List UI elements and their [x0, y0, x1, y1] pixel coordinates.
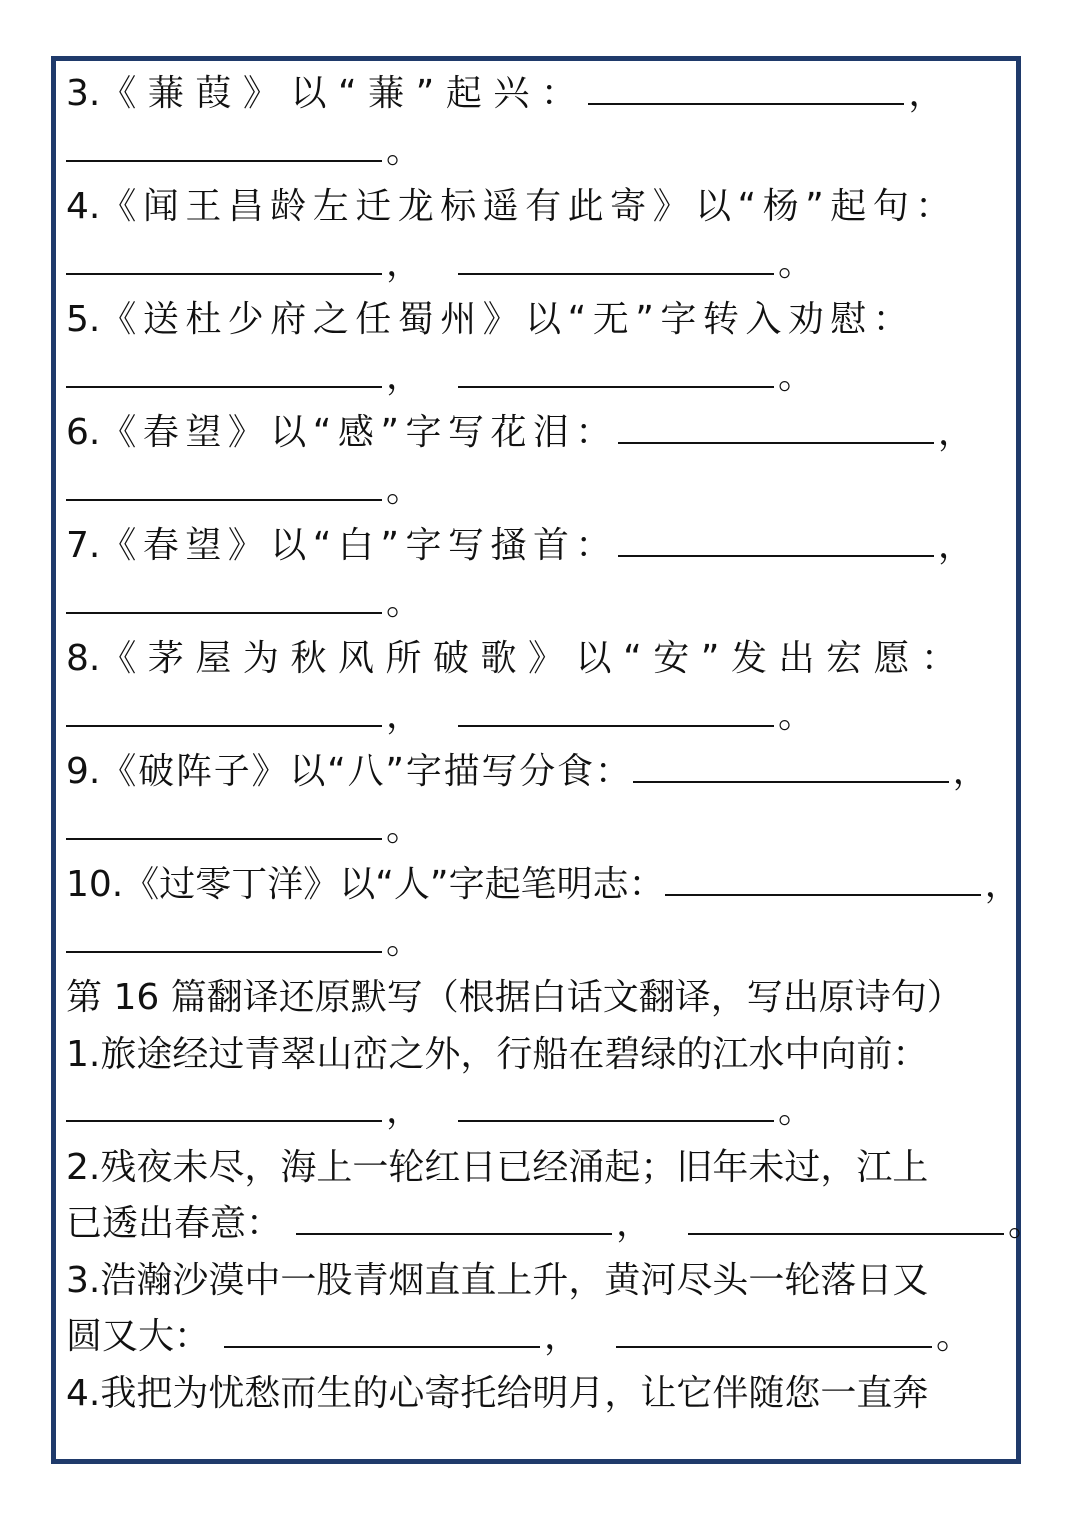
answer-blank[interactable] [616, 1316, 932, 1348]
section-title [66, 970, 1016, 1027]
question-4-line-2 [66, 236, 1016, 293]
question-number: 10. [66, 864, 124, 905]
answer-blank[interactable] [66, 695, 382, 727]
translation-3-line-1 [66, 1253, 1016, 1310]
answer-blank[interactable] [224, 1316, 540, 1348]
answer-blank[interactable] [66, 1090, 382, 1122]
question-8-line-1 [66, 631, 1016, 688]
question-9-line-1 [66, 744, 1016, 801]
question-7-line-2 [66, 575, 1016, 632]
question-5-line-2 [66, 349, 1016, 406]
answer-blank[interactable] [66, 243, 382, 275]
comma: ， [386, 694, 423, 736]
question-7-line-1 [66, 518, 1016, 575]
comma: ， [952, 751, 989, 792]
period: 。 [778, 355, 815, 397]
answer-blank[interactable] [66, 130, 382, 162]
answer-blank[interactable] [458, 695, 774, 727]
comma: ， [984, 864, 1021, 905]
translation-text: 旅途经过青翠山峦之外，行船在碧绿的江水中向前： [100, 1033, 929, 1075]
comma: ， [908, 73, 945, 114]
period: 。 [386, 920, 423, 962]
question-6-line-1 [66, 405, 1016, 462]
question-number: 4. [66, 186, 101, 227]
translation-4-line-1 [66, 1366, 1016, 1423]
question-10-line-2 [66, 914, 1016, 971]
question-prompt: 《蒹葭》以“蒹”起兴： [100, 73, 589, 114]
answer-blank[interactable] [458, 1090, 774, 1122]
answer-blank[interactable] [66, 356, 382, 388]
answer-blank[interactable] [588, 73, 904, 105]
question-number: 3. [66, 1259, 101, 1301]
translation-3-line-2 [66, 1309, 1016, 1366]
worksheet-content [66, 66, 1045, 1422]
answer-blank[interactable] [66, 808, 382, 840]
comma: ， [386, 355, 423, 397]
comma: ， [544, 1316, 581, 1357]
period: 。 [386, 581, 423, 623]
answer-blank[interactable] [458, 356, 774, 388]
period: 。 [386, 807, 423, 849]
translation-text: 圆又大： [66, 1316, 211, 1357]
question-number: 7. [66, 525, 101, 566]
comma: ， [616, 1203, 653, 1244]
period: 。 [386, 129, 423, 171]
translation-1-line-2 [66, 1083, 1016, 1140]
question-number: 3. [66, 73, 101, 114]
answer-blank[interactable] [618, 412, 934, 444]
question-number: 4. [66, 1372, 101, 1414]
period: 。 [1008, 1203, 1045, 1244]
translation-text: 我把为忧愁而生的心寄托给明月，让它伴随您一直奔 [100, 1372, 929, 1414]
question-prompt: 《闻王昌龄左迁龙标遥有此寄》以“杨”起句： [100, 186, 958, 227]
section-title-text: 第 16 篇翻译还原默写（根据白话文翻译，写出原诗句） [66, 977, 963, 1018]
answer-blank[interactable] [688, 1203, 1004, 1235]
question-8-line-2 [66, 688, 1016, 745]
period: 。 [386, 468, 423, 510]
question-10-line-1 [66, 857, 1021, 914]
period: 。 [936, 1316, 973, 1357]
translation-text: 已透出春意： [66, 1203, 283, 1244]
question-5-line-1 [66, 292, 1016, 349]
comma: ， [937, 525, 974, 566]
question-number: 8. [66, 638, 101, 679]
translation-1-line-1 [66, 1027, 1016, 1084]
period: 。 [778, 242, 815, 284]
question-number: 9. [66, 751, 101, 792]
question-number: 1. [66, 1033, 101, 1075]
comma: ， [937, 412, 974, 453]
translation-text: 残夜未尽，海上一轮红日已经涌起；旧年未过，江上 [100, 1146, 929, 1188]
question-number: 6. [66, 412, 101, 453]
question-prompt: 《送杜少府之任蜀州》以“无”字转入劝慰： [100, 299, 916, 340]
answer-blank[interactable] [66, 582, 382, 614]
translation-2-line-2 [66, 1196, 1045, 1253]
translation-2-line-1 [66, 1140, 1016, 1197]
question-prompt: 《破阵子》以“八”字描写分食： [100, 751, 633, 792]
question-3-line-2 [66, 123, 1016, 180]
question-9-line-2 [66, 801, 1016, 858]
question-number: 2. [66, 1146, 101, 1188]
answer-blank[interactable] [296, 1203, 612, 1235]
answer-blank[interactable] [458, 243, 774, 275]
question-6-line-2 [66, 462, 1016, 519]
answer-blank[interactable] [665, 864, 981, 896]
answer-blank[interactable] [633, 751, 949, 783]
answer-blank[interactable] [618, 525, 934, 557]
period: 。 [778, 1090, 815, 1131]
answer-blank[interactable] [66, 921, 382, 953]
question-prompt: 《茅屋为秋风所破歌》以“安”发出宏愿： [100, 638, 969, 679]
comma: ， [386, 242, 423, 284]
answer-blank[interactable] [66, 469, 382, 501]
comma: ， [386, 1090, 423, 1131]
question-prompt: 《春望》以“白”字写搔首： [100, 525, 618, 566]
question-3-line-1 [66, 66, 1016, 123]
question-prompt: 《过零丁洋》以“人”字起笔明志： [123, 864, 665, 905]
question-prompt: 《春望》以“感”字写花泪： [100, 412, 618, 453]
question-4-line-1 [66, 179, 1016, 236]
translation-text: 浩瀚沙漠中一股青烟直直上升，黄河尽头一轮落日又 [100, 1259, 929, 1301]
period: 。 [778, 694, 815, 736]
question-number: 5. [66, 299, 101, 340]
